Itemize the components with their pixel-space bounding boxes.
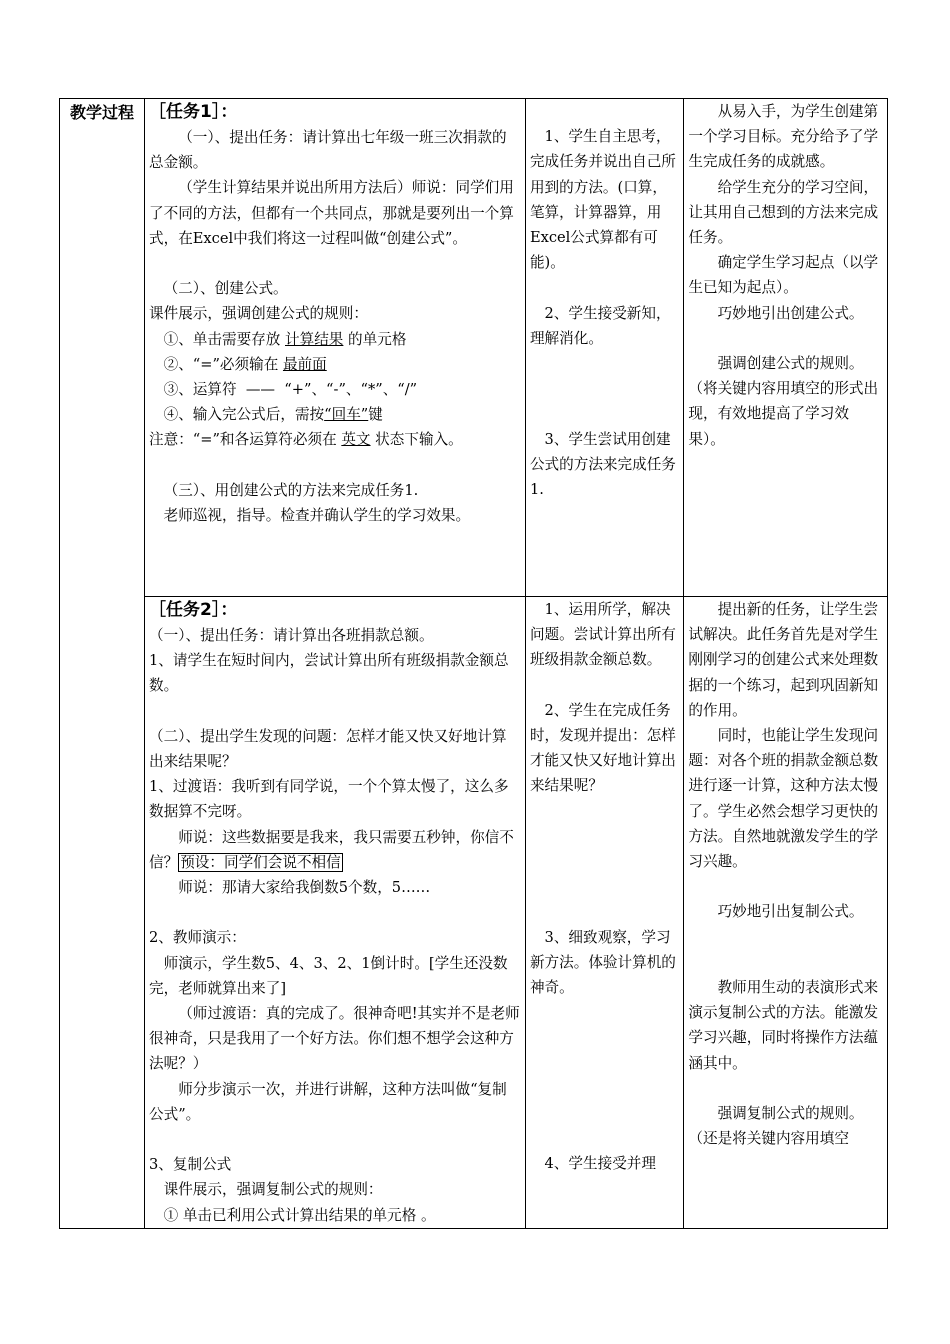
task2-text: （师过渡语：真的完成了。很神奇吧!其实并不是老师很神奇，只是我用了一个好方法。你们想不想学会这种方法呢？） [149,1005,520,1073]
task2-text: ① 单击已利用公式计算出结果的单元格 。 [163,1206,436,1224]
design-intent: 给学生充分的学习空间，让其用自己想到的方法来完成任务。 [688,178,879,247]
rule-note: 注意：“=”和各运算符必须在 英文 状态下输入。 [149,431,463,449]
task2-text: （一）、提出任务：请计算出各班捐款总额。 [149,627,434,644]
student-activity: 2、学生在完成任务时，发现并提出：怎样才能又快又好地计算出来结果呢？ [529,701,676,795]
lesson-table [59,98,888,1229]
task2-text: 1、请学生在短时间内，尝试计算出所有班级捐款金额总数。 [149,652,509,695]
task1-student-cell [525,99,683,597]
task1-design-cell [684,99,888,597]
student-activity: 1、运用所学，解决问题。尝试计算出所有班级捐款金额总数。 [529,601,676,669]
task2-row [60,597,888,1229]
design-intent: （将关键内容用填空的形式出现，有效地提高了学习效果）。 [688,380,879,448]
rule-3: ③、运算符 —— “+”、“-”、“*”、“/” [163,381,418,399]
design-intent: 教师用生动的表演形式来演示复制公式的方法。能激发学习兴趣，同时将操作方法蕴涵其中。 [688,979,879,1072]
rule-2: ②、“=”必须输在 最前面 [163,355,327,373]
design-intent: 从易入手，为学生创建第一个学习目标。充分给予了学生完成任务的成就感。 [688,103,879,171]
task1-text: 课件展示，强调创建公式的规则： [149,305,368,323]
task1-process-cell [145,99,526,597]
task1-row [60,99,888,597]
task1-title: ［任务1］： [149,102,238,122]
student-activity: 3、学生尝试用创建公式的方法来完成任务1. [529,430,676,498]
task2-text: 师分步演示一次，并进行讲解，这种方法叫做“复制公式”。 [149,1080,507,1123]
design-intent: 巧妙地引出创建公式。 [717,304,864,322]
task2-text: 师说：这些数据要是我来，我只需要五秒钟，你信不信？ 预设：同学们会说不相信 [149,828,514,871]
task1-text: 老师巡视，指导。检查并确认学生的学习效果。 [163,507,471,525]
task2-text: 1、过渡语：我听到有同学说，一个个算太慢了，这么多数据算不完呀。 [149,778,509,821]
stage-cell [60,99,145,1229]
task2-text: 2、教师演示： [149,929,246,947]
student-activity: 4、学生接受并理 [544,1155,656,1173]
design-intent: 强调复制公式的规则。 [717,1105,864,1122]
design-intent: 提出新的任务，让学生尝试解决。此任务首先是对学生刚刚学习的创建公式来处理数据的一个练习，起到巩固新知的作用。 [688,601,879,719]
task2-text: （二）、提出学生发现的问题：怎样才能又快又好地计算出来结果呢？ [149,727,507,770]
student-activity: 3、细致观察，学习新方法。体验计算机的神奇。 [529,928,676,996]
stage-label: 教学过程 [69,103,134,122]
task1-text: （三）、用创建公式的方法来完成任务1. [163,481,419,499]
task1-text: （学生计算结果并说出所用方法后）师说：同学们用了不同的方法，但都有一个共同点，那就是要列出一个算式，在Excel中我们将这一过程叫做“创建公式”。 [149,179,514,247]
task2-text: 3、复制公式 [149,1156,232,1174]
design-intent: 确定学生学习起点（以学生已知为起点）。 [688,254,879,297]
student-activity: 2、学生接受新知，理解消化。 [529,304,671,347]
task2-text: 师演示，学生数5、4、3、2、1倒计时。[学生还没数完，老师就算出来了] [149,954,508,997]
task2-text: 课件展示，强调复制公式的规则： [163,1181,383,1199]
task2-process-cell [145,597,526,1229]
design-intent: （还是将关键内容用填空 [688,1130,849,1148]
design-intent: 强调创建公式的规则。 [717,355,864,373]
task2-student-cell [525,597,683,1229]
task2-design-cell [684,597,888,1229]
design-intent: 同时，也能让学生发现问题：对各个班的捐款金额总数进行逐一计算，这种方法太慢了。学生必然会想学习更快的方法。自然地就激发学生的学习兴趣。 [688,727,879,871]
task2-title: ［任务2］： [149,600,238,620]
rule-1: ①、单击需要存放 计算结果 的单元格 [163,330,407,348]
task1-text: （一）、提出任务：请计算出七年级一班三次捐款的总金额。 [149,129,507,172]
preset-note: 预设：同学们会说不相信 [180,853,341,871]
task2-text: 师说：那请大家给我倒数5个数，5…… [178,879,431,897]
task1-text: （二）、创建公式。 [163,280,288,298]
design-intent: 巧妙地引出复制公式。 [717,903,864,921]
student-activity: 1、学生自主思考，完成任务并说出自己所用到的方法。(口算，笔算，计算器算，用Excel公式算都有可能)。 [529,128,676,272]
rule-4: ④、输入完公式后，需按“回车”键 [163,406,383,424]
